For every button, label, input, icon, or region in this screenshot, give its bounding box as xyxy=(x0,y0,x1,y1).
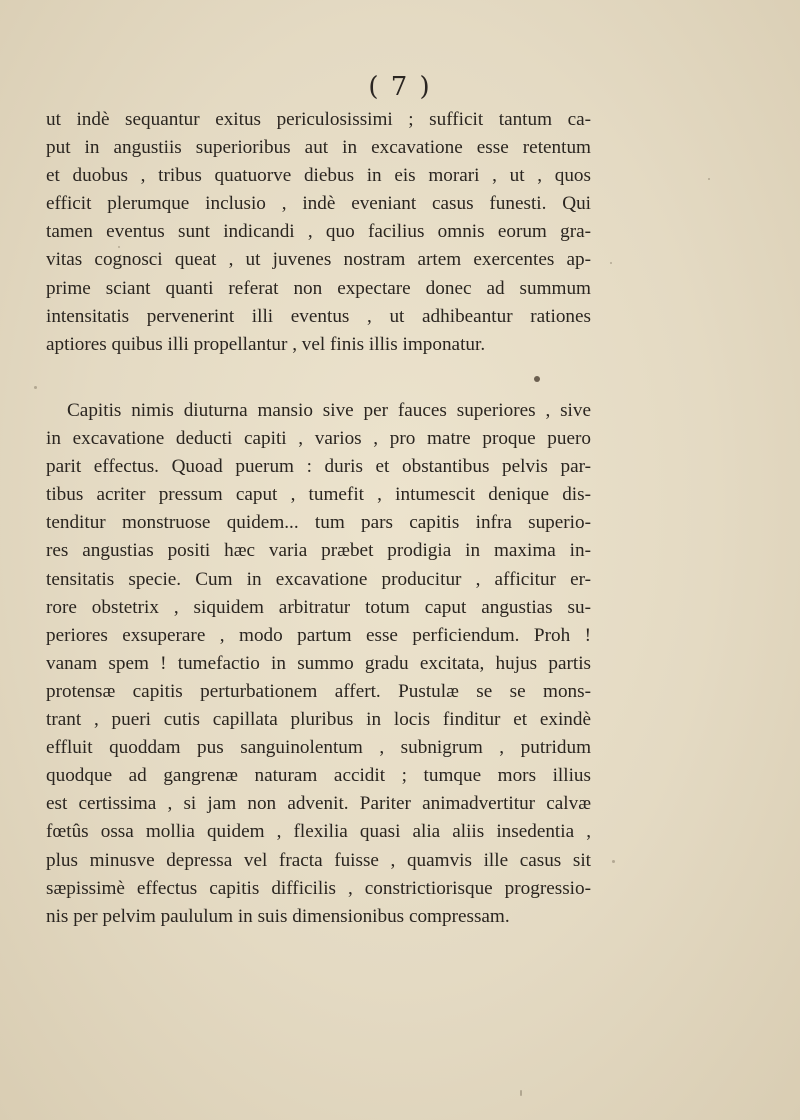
text-line: in excavatione deducti capiti , varios , pro matre proque puero xyxy=(46,428,591,450)
paper-speck xyxy=(708,178,710,180)
text-line: trant , pueri cutis capillata pluribus in locis finditur et exindè xyxy=(46,709,591,731)
text-line: periores exsuperare , modo partum esse perficiendum. Proh ! xyxy=(46,624,591,646)
text-line: protensæ capitis perturbationem affert. Pustulæ se se mons- xyxy=(46,680,591,702)
text-line: ut indè sequantur exitus periculosissimi ; sufficit tantum ca- xyxy=(46,109,591,130)
paragraph-1 xyxy=(46,106,591,359)
paper-speck xyxy=(520,1090,522,1096)
text-line: tibus acriter pressum caput , tumefit , intumescit denique dis- xyxy=(46,484,591,506)
text-line: tensitatis specie. Cum in excavatione producitur , afficitur er- xyxy=(46,568,591,590)
text-line: Capitis nimis diuturna mansio sive per fauces superiores , sive xyxy=(67,400,591,421)
text-line: tamen eventus sunt indicandi , quo facilius omnis eorum gra- xyxy=(46,221,591,243)
text-line: aptiores quibus illi propellantur , vel finis illis imponatur. xyxy=(46,333,486,355)
page-number: ( 7 ) xyxy=(368,72,432,102)
text-line: tenditur monstruose quidem... tum pars capitis infra superio- xyxy=(46,512,591,534)
text-line: vanam spem ! tumefactio in summo gradu excitata, hujus partis xyxy=(46,652,591,674)
text-line: et duobus , tribus quatuorve diebus in eis morari , ut , quos xyxy=(46,165,591,187)
text-line: effluit quoddam pus sanguinolentum , subnigrum , putridum xyxy=(46,737,591,759)
ink-mark xyxy=(534,376,540,382)
text-line: sæpissimè effectus capitis difficilis , constrictiorisque progressio- xyxy=(46,877,591,899)
paper-speck xyxy=(610,262,612,264)
text-line: prime sciant quanti referat non expectare donec ad summum xyxy=(46,277,591,299)
paper-speck xyxy=(612,860,615,863)
paper-speck xyxy=(34,386,37,389)
text-line: parit effectus. Quoad puerum : duris et obstantibus pelvis par- xyxy=(46,456,591,478)
text-line: intensitatis pervenerint illi eventus , ut adhibeantur rationes xyxy=(46,305,591,327)
text-line: res angustias positi hæc varia præbet prodigia in maxima in- xyxy=(46,540,591,562)
text-line: quodque ad gangrenæ naturam accidit ; tumque mors illius xyxy=(46,765,591,787)
text-line: nis per pelvim paululum in suis dimensionibus compressam. xyxy=(46,905,510,927)
text-line: fœtûs ossa mollia quidem , flexilia quasi alia aliis insedentia , xyxy=(46,821,591,843)
text-line: est certissima , si jam non advenit. Pariter animadvertitur calvæ xyxy=(46,793,591,815)
text-line: vitas cognosci queat , ut juvenes nostram artem exercentes ap- xyxy=(46,249,591,271)
text-line: efficit plerumque inclusio , indè eveniant casus funesti. Qui xyxy=(46,193,591,215)
text-line: plus minusve depressa vel fracta fuisse , quamvis ille casus sit xyxy=(46,849,591,871)
text-line: rore obstetrix , siquidem arbitratur totum caput angustias su- xyxy=(46,596,591,618)
text-line: put in angustiis superioribus aut in excavatione esse retentum xyxy=(46,137,591,159)
paragraph-2 xyxy=(46,397,591,931)
